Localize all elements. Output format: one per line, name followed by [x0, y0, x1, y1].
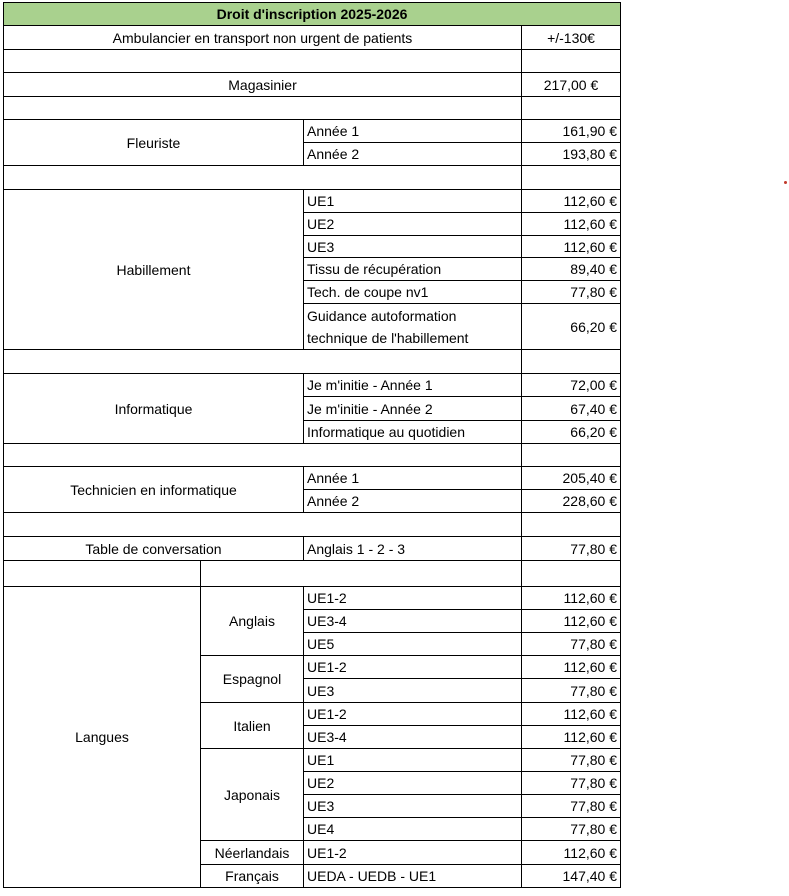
price-cell: 161,90 €	[522, 120, 621, 143]
price-cell: 112,60 €	[522, 190, 621, 213]
price-cell: 72,00 €	[522, 374, 621, 397]
price-cell: 112,60 €	[522, 656, 621, 679]
spacer-row	[4, 444, 621, 467]
item-label: UE1-2	[304, 703, 522, 726]
spacer-row	[4, 350, 621, 374]
item-label: UE3-4	[304, 610, 522, 633]
price-cell: 77,80 €	[522, 818, 621, 841]
spacer-row	[4, 50, 621, 73]
item-label: UE2	[304, 772, 522, 795]
price-cell: 193,80 €	[522, 143, 621, 166]
price-cell: 112,60 €	[522, 610, 621, 633]
price-cell: 77,80 €	[522, 537, 621, 561]
price-cell: 112,60 €	[522, 726, 621, 749]
price-cell: 67,40 €	[522, 397, 621, 421]
item-label: UE3	[304, 795, 522, 818]
item-label: UE1-2	[304, 587, 522, 610]
language-name: Italien	[201, 703, 304, 749]
tuition-table	[3, 2, 621, 888]
spacer-row	[4, 513, 621, 537]
item-label: Année 1	[304, 467, 522, 490]
item-label: UE3-4	[304, 726, 522, 749]
course-name: Fleuriste	[4, 120, 304, 166]
item-label: UE3	[304, 236, 522, 258]
price-cell: 112,60 €	[522, 587, 621, 610]
price-cell: 147,40 €	[522, 865, 621, 888]
item-label: UE5	[304, 633, 522, 656]
item-label: UE1-2	[304, 656, 522, 679]
item-label: UE1	[304, 190, 522, 213]
price-cell: 66,20 €	[522, 304, 621, 350]
item-label: Tissu de récupération	[304, 258, 522, 281]
price-cell: 77,80 €	[522, 772, 621, 795]
item-label: UE3	[304, 679, 522, 703]
item-label: Je m'initie - Année 1	[304, 374, 522, 397]
item-label: UE4	[304, 818, 522, 841]
table-row	[4, 26, 621, 50]
item-label: Tech. de coupe nv1	[304, 281, 522, 304]
price-cell: 112,60 €	[522, 236, 621, 258]
course-name: Table de conversation	[4, 537, 304, 561]
table-row	[4, 374, 621, 397]
price-cell: 77,80 €	[522, 679, 621, 703]
price-cell: 217,00 €	[522, 73, 621, 97]
table-row	[4, 467, 621, 490]
language-name: Japonais	[201, 749, 304, 841]
price-cell: 66,20 €	[522, 421, 621, 444]
course-name: Ambulancier en transport non urgent de patients	[4, 26, 522, 50]
language-name: Français	[201, 865, 304, 888]
table-row	[4, 190, 621, 213]
spacer-row	[4, 97, 621, 120]
price-cell: 77,80 €	[522, 281, 621, 304]
table-title: Droit d'inscription 2025-2026	[4, 3, 621, 26]
item-label: UE2	[304, 213, 522, 236]
price-cell: 77,80 €	[522, 795, 621, 818]
course-name: Habillement	[4, 190, 304, 350]
price-cell: 77,80 €	[522, 749, 621, 772]
language-name: Anglais	[201, 587, 304, 656]
table-row	[4, 537, 621, 561]
item-label: Informatique au quotidien	[304, 421, 522, 444]
price-cell: 205,40 €	[522, 467, 621, 490]
spacer-row	[4, 561, 621, 587]
price-cell: 112,60 €	[522, 703, 621, 726]
table-row	[4, 587, 621, 610]
course-name: Magasinier	[4, 73, 522, 97]
table-row	[4, 73, 621, 97]
language-name: Néerlandais	[201, 841, 304, 865]
item-label: UE1	[304, 749, 522, 772]
course-name: Informatique	[4, 374, 304, 444]
item-label: Année 2	[304, 143, 522, 166]
course-name: Langues	[4, 587, 201, 888]
item-label: Année 1	[304, 120, 522, 143]
price-cell: 228,60 €	[522, 490, 621, 513]
language-name: Espagnol	[201, 656, 304, 703]
item-label: UEDA - UEDB - UE1	[304, 865, 522, 888]
price-cell: 77,80 €	[522, 633, 621, 656]
price-cell: 112,60 €	[522, 841, 621, 865]
price-cell: +/-130€	[522, 26, 621, 50]
item-label: Guidance autoformation technique de l'habillement	[304, 304, 522, 350]
price-cell: 89,40 €	[522, 258, 621, 281]
item-label: Anglais 1 - 2 - 3	[304, 537, 522, 561]
item-label: Je m'initie - Année 2	[304, 397, 522, 421]
course-name: Technicien en informatique	[4, 467, 304, 513]
item-label: UE1-2	[304, 841, 522, 865]
price-cell: 112,60 €	[522, 213, 621, 236]
table-row	[4, 120, 621, 143]
spacer-row	[4, 166, 621, 190]
title-row	[4, 3, 621, 26]
item-label: Année 2	[304, 490, 522, 513]
stray-mark-dot	[784, 181, 787, 184]
